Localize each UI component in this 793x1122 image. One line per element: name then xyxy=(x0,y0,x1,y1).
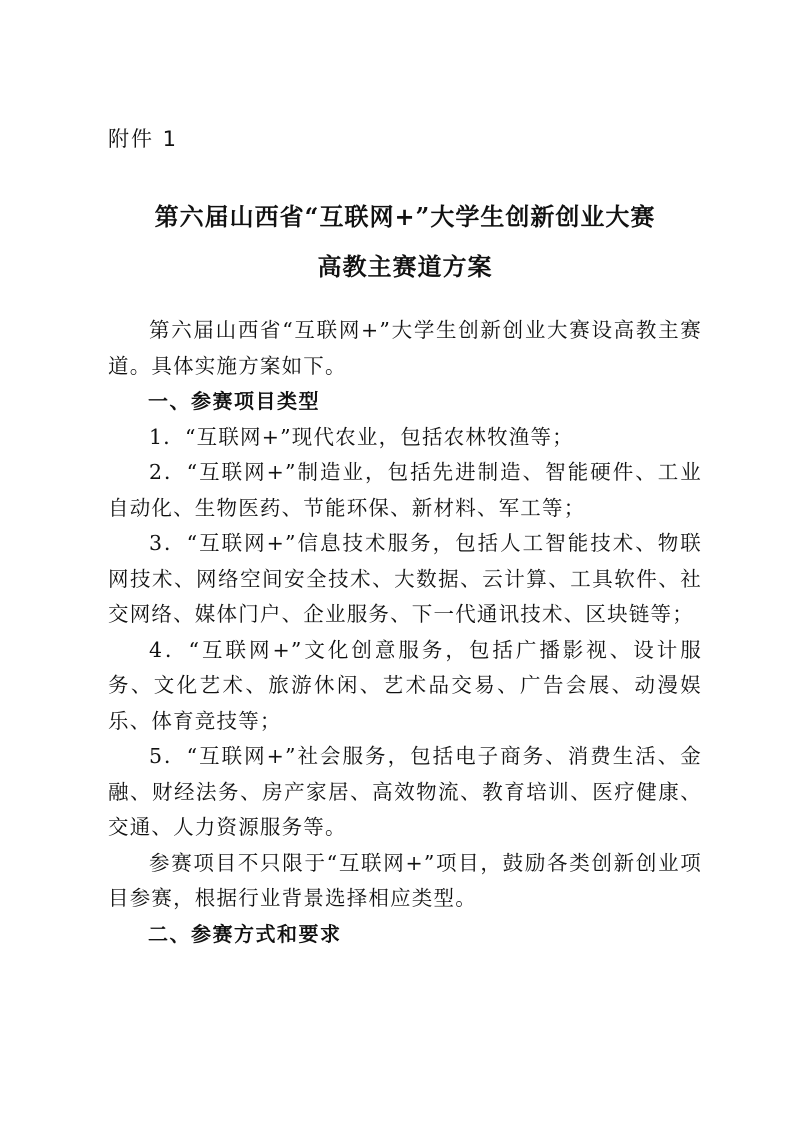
project-type-item-5: 5．“互联网+”社会服务，包括电子商务、消费生活、金融、财经法务、房产家居、高效物流、教育培训、医疗健康、交通、人力资源服务等。 xyxy=(108,744,702,839)
project-type-item-1: 1．“互联网+”现代农业，包括农林牧渔等； xyxy=(149,424,574,449)
project-scope-note: 参赛项目不只限于“互联网+”项目，鼓励各类创新创业项目参赛，根据行业背景选择相应类型。 xyxy=(108,850,702,910)
section-heading-project-types: 一、参赛项目类型 xyxy=(148,389,320,413)
project-type-item-3: 3．“互联网+”信息技术服务，包括人工智能技术、物联网技术、网络空间安全技术、大数据、云计算、工具软件、社交网络、媒体门户、企业服务、下一代通讯技术、区块链等； xyxy=(108,531,702,626)
project-type-item-4: 4．“互联网+”文化创意服务，包括广播影视、设计服务、文化艺术、旅游休闲、艺术品交易、广告会展、动漫娱乐、体育竞技等； xyxy=(108,637,702,733)
section-heading-participation: 二、参赛方式和要求 xyxy=(148,921,342,946)
intro-paragraph: 第六届山西省“互联网+”大学生创新创业大赛设高教主赛道。具体实施方案如下。 xyxy=(108,318,702,378)
document-body xyxy=(108,313,702,952)
attachment-label: 附件 1 xyxy=(108,127,179,151)
document-title-line-2: 高教主赛道方案 xyxy=(317,252,493,281)
document-title-line-1: 第六届山西省“互联网+”大学生创新创业大赛 xyxy=(154,202,656,231)
project-type-item-2: 2．“互联网+”制造业，包括先进制造、智能硬件、工业自动化、生物医药、节能环保、新材料、军工等； xyxy=(108,460,702,520)
